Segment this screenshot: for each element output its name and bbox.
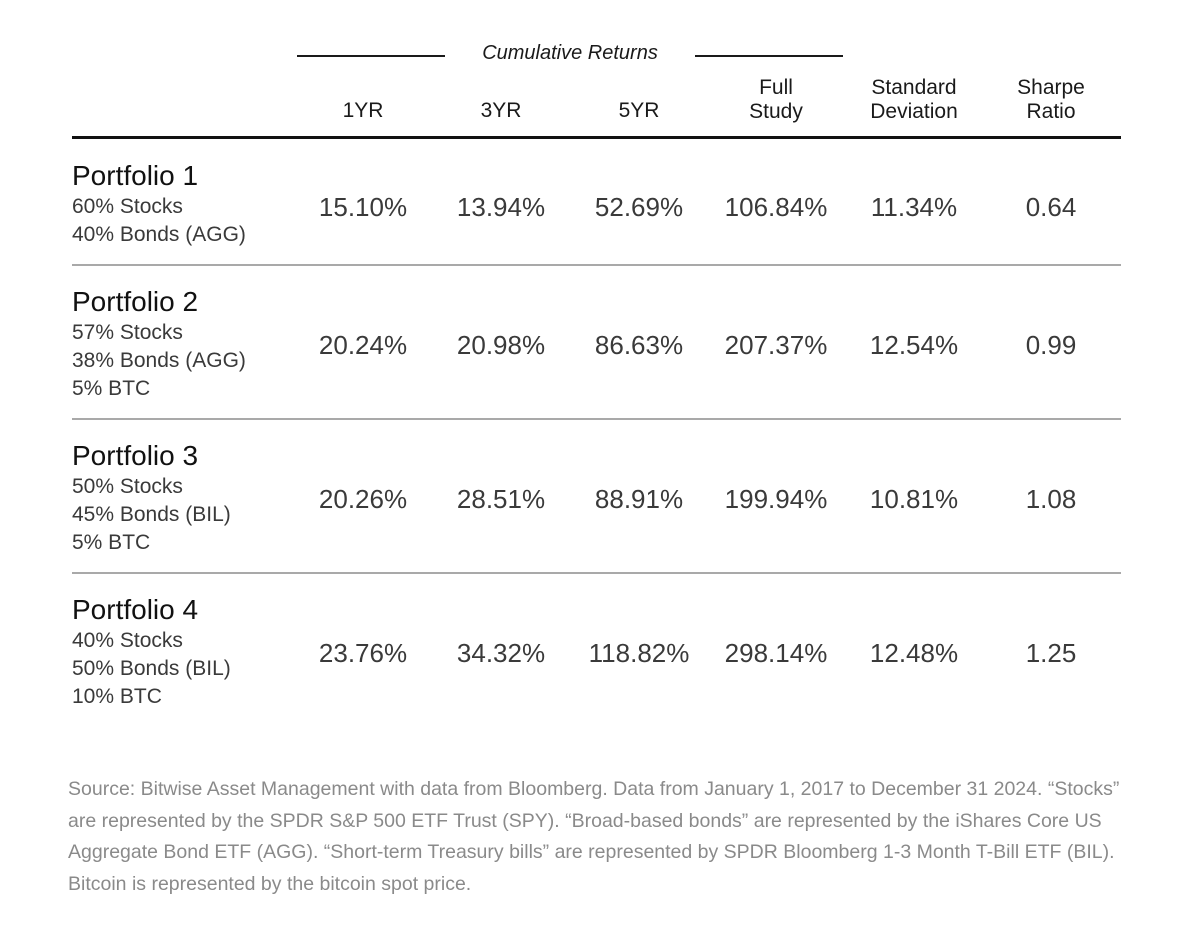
value-cell: 15.10%	[318, 192, 408, 222]
portfolio-allocation: 45% Bonds (BIL)	[72, 503, 231, 526]
value-cell: 199.94%	[724, 484, 828, 514]
portfolio-allocation: 5% BTC	[72, 377, 151, 400]
table-row	[72, 266, 1121, 420]
value-cell: 28.51%	[456, 484, 546, 514]
value-cell: 34.32%	[456, 638, 546, 668]
value-cell: 298.14%	[724, 638, 828, 668]
value-cell: 11.34%	[870, 192, 958, 222]
value-cell: 0.99	[1025, 330, 1077, 360]
value-cell: 23.76%	[318, 638, 408, 668]
portfolio-allocation: 38% Bonds (AGG)	[72, 349, 246, 372]
header-rule	[72, 136, 1121, 139]
source-footnote: Source: Bitwise Asset Management with data from Bloomberg. Data from January 1, 2017 to December 31 2024. “Stocks” are represented by the SPDR S&P 500 ETF Trust (SPY). “Broad-based bonds” are represented by the iShares Core US Aggregate Bond ETF (AGG). “Short-term Treasury bills” are represented by SPDR Bloomberg 1-3 Month T-Bill ETF (BIL). Bitcoin is represented by the bitcoin spot price.	[68, 778, 1120, 895]
portfolio-allocation: 40% Stocks	[72, 629, 183, 652]
cumulative-returns-header: Cumulative Returns	[482, 42, 658, 64]
portfolio-name: Portfolio 2	[72, 286, 199, 317]
column-header: Full Study	[749, 76, 803, 123]
portfolio-allocation: 50% Stocks	[72, 475, 183, 498]
value-cell: 1.25	[1025, 638, 1077, 668]
table-row	[72, 140, 1121, 266]
portfolio-allocation: 5% BTC	[72, 531, 151, 554]
value-cell: 52.69%	[594, 192, 684, 222]
portfolio-name: Portfolio 1	[72, 160, 199, 191]
value-cell: 1.08	[1025, 484, 1077, 514]
column-header: Standard Deviation	[870, 76, 958, 123]
column-header: 5YR	[618, 99, 660, 122]
portfolio-allocation: 60% Stocks	[72, 195, 183, 218]
value-cell: 20.98%	[456, 330, 546, 360]
column-header: Sharpe Ratio	[1017, 76, 1085, 123]
cumulative-returns-rule-left	[297, 55, 445, 57]
value-cell: 20.26%	[318, 484, 408, 514]
value-cell: 207.37%	[724, 330, 828, 360]
value-cell: 12.54%	[869, 330, 959, 360]
table-row	[72, 420, 1121, 574]
value-cell: 20.24%	[318, 330, 408, 360]
value-cell: 106.84%	[724, 192, 828, 222]
value-cell: 0.64	[1025, 192, 1077, 222]
portfolio-name: Portfolio 3	[72, 440, 199, 471]
column-header: 1YR	[342, 99, 384, 122]
value-cell: 10.81%	[869, 484, 959, 514]
table-row	[72, 574, 1121, 728]
value-cell: 86.63%	[594, 330, 684, 360]
value-cell: 88.91%	[594, 484, 684, 514]
portfolio-allocation: 10% BTC	[72, 685, 162, 708]
portfolio-allocation: 40% Bonds (AGG)	[72, 223, 246, 246]
column-header: 3YR	[480, 99, 522, 122]
portfolio-allocation: 50% Bonds (BIL)	[72, 657, 231, 680]
value-cell: 12.48%	[869, 638, 959, 668]
value-cell: 118.82%	[588, 638, 690, 668]
cumulative-returns-rule-right	[695, 55, 843, 57]
portfolio-name: Portfolio 4	[72, 594, 199, 625]
portfolio-allocation: 57% Stocks	[72, 321, 183, 344]
value-cell: 13.94%	[456, 192, 546, 222]
